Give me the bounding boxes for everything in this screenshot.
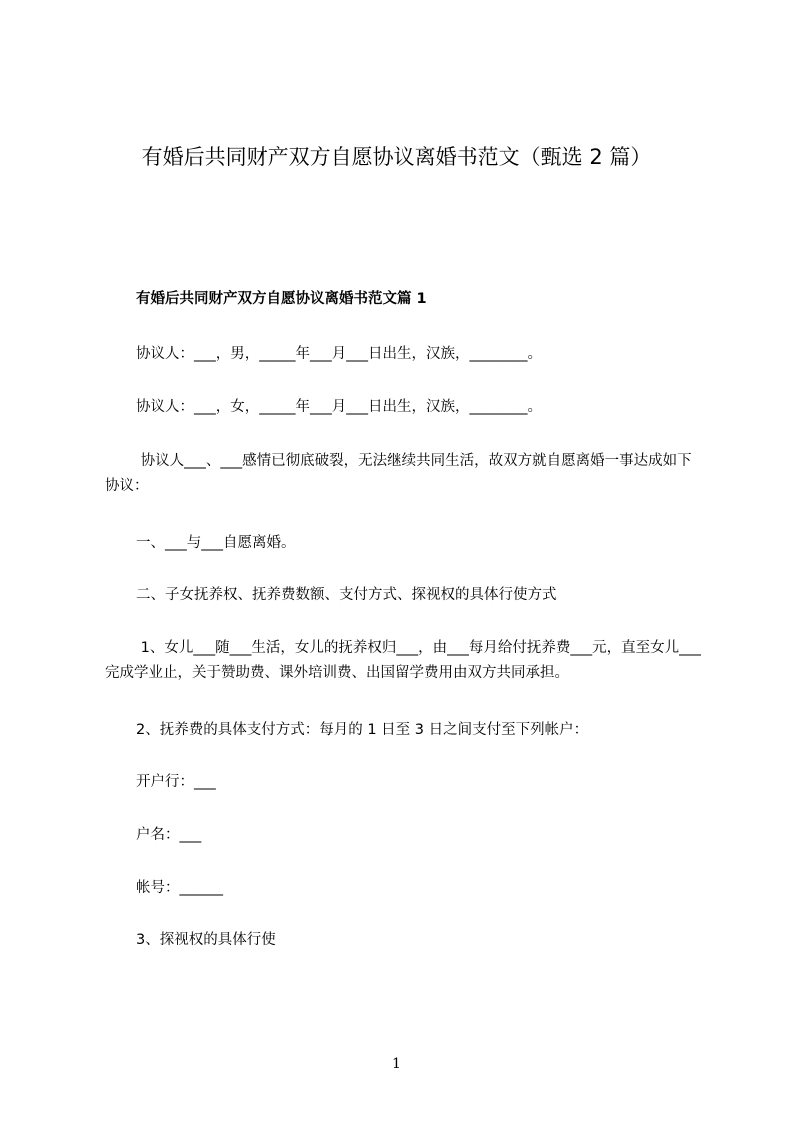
section-heading: 有婚后共同财产双方自愿协议离婚书范文篇 1 bbox=[136, 291, 427, 307]
document-title: 有婚后共同财产双方自愿协议离婚书范文（甄选 2 篇） bbox=[141, 145, 652, 169]
paragraph-clause-1: 一、___与___自愿离婚。 bbox=[136, 535, 296, 551]
paragraph-account-name: 户名：___ bbox=[136, 827, 202, 843]
paragraph-bank: 开户行：___ bbox=[136, 774, 216, 790]
paragraph-visitation: 3、探视权的具体行使 bbox=[136, 932, 276, 948]
paragraph-party-female: 协议人：___，女，_____年___月___日出生，汉族，________。 bbox=[136, 399, 542, 415]
paragraph-custody: 1、女儿___随___生活，女儿的抚养权归___，由___每月给付抚养费___元，直至女儿___完成学业止，关于赞助费、课外培训费、出国留学费用由双方共同承担。 bbox=[105, 640, 701, 681]
paragraph-clause-2: 二、子女抚养权、抚养费数额、支付方式、探视权的具体行使方式 bbox=[136, 587, 557, 603]
paragraph-account-number: 帐号：______ bbox=[136, 880, 223, 896]
page-number: 1 bbox=[392, 1056, 401, 1072]
paragraph-party-male: 协议人：___，男，_____年___月___日出生，汉族，________。 bbox=[136, 346, 542, 362]
paragraph-payment-method: 2、抚养费的具体支付方式：每月的 1 日至 3 日之间支付至下列帐户： bbox=[136, 722, 589, 738]
paragraph-agreement-intro: 协议人___、___感情已彻底破裂，无法继续共同生活，故双方就自愿离婚一事达成如下协议： bbox=[105, 453, 692, 494]
